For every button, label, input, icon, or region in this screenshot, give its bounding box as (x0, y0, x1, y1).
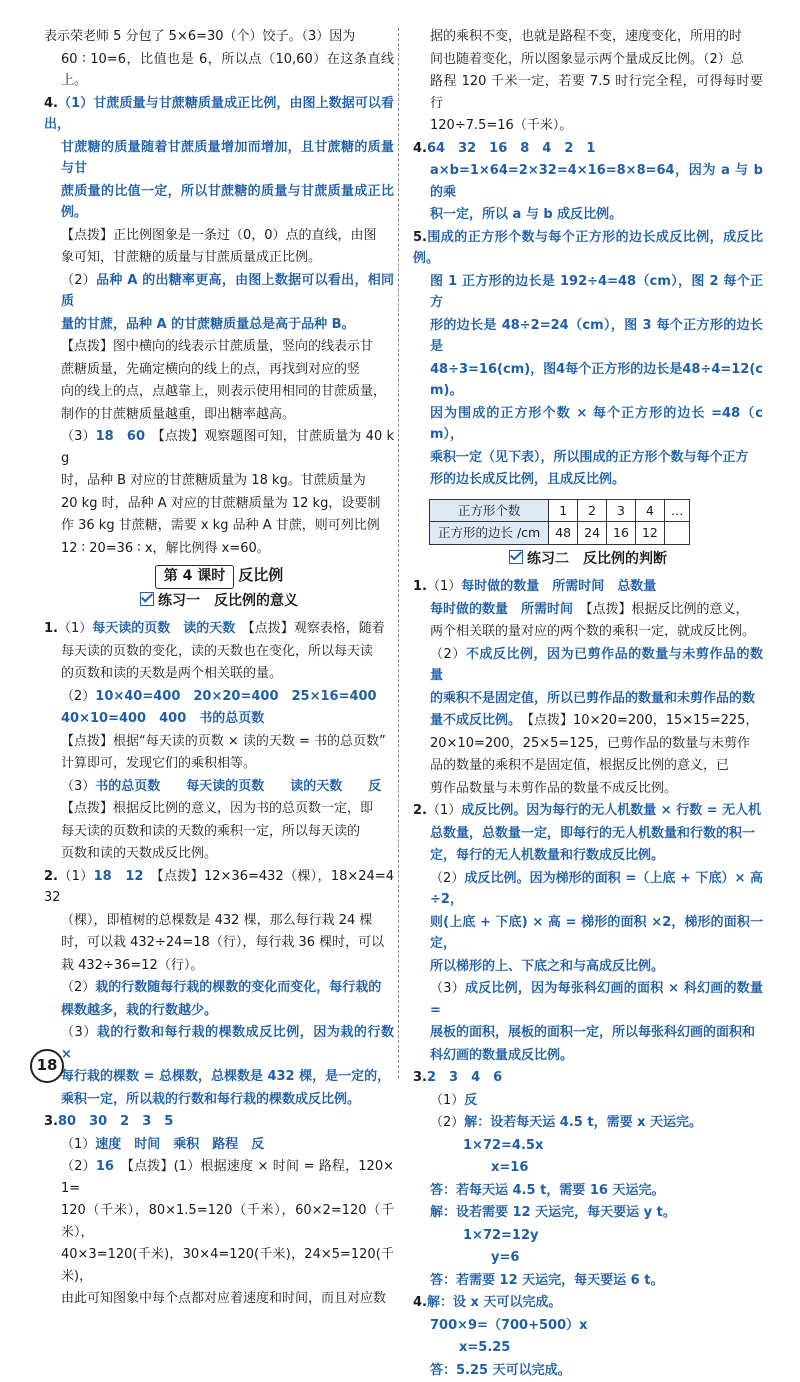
lesson-heading (44, 565, 394, 589)
answer-line: 定，每行的无人机数量和行数成反比例。 (430, 848, 665, 863)
answer-text: 16 (95, 1159, 114, 1174)
answer-text: 64 32 16 8 4 2 1 (426, 140, 596, 156)
practice-heading (413, 549, 763, 571)
tip-line: 制作的甘蔗糖质量越重，即出糖率越高。 (61, 406, 296, 422)
answer-text: 2 3 4 6 (426, 1070, 503, 1085)
answer-text: 解：设若每天运 4.5 t，需要 x 天运完。 (464, 1115, 703, 1130)
text-line: 60 ∶ 10=6，比值也是 6，所以点（10,60）在这条直线上。 (61, 51, 394, 88)
lesson-label: 第 4 课时 (155, 565, 235, 589)
tip-line: 路程 120 千米一定，若要 7.5 时行完全程，可得每时要行 (430, 74, 763, 111)
answer-text: 成反比例。因为每行的无人机数量 × 行数 = 无人机 (461, 803, 762, 818)
square-table (429, 499, 690, 545)
answer-text: 反 (464, 1092, 478, 1108)
tip-line: 120（千米），80×1.5=120（千米），60×2=120（千米）， (61, 1203, 394, 1240)
table-cell: 12 (635, 522, 664, 545)
practice-heading (44, 591, 394, 613)
answer-line (413, 138, 763, 160)
answer-text: 书的总页数 每天读的页数 读的天数 反 (95, 778, 382, 794)
sub-number: （2） (430, 870, 465, 886)
answer-line (413, 710, 763, 732)
tip-text: 【点拨】观察题图可知，甘蔗质量为 40 kg (61, 429, 394, 466)
practice-title: 练习二 反比例的判断 (527, 550, 667, 567)
answer-line (44, 1111, 394, 1133)
answer-line (413, 1067, 763, 1089)
answer-line: 所以梯形的上、下底之和与高成反比例。 (430, 958, 665, 974)
sub-number: （1） (57, 621, 93, 636)
answer-line: a×b=1×64=2×32=4×16=8×8=64，因为 a 与 b 的乘 (430, 163, 763, 200)
answer-line (413, 1090, 763, 1112)
tip-line: 间也随着变化，所以图象显示两个量成反比例。（2）总 (430, 51, 744, 67)
table-cell: 3 (607, 499, 636, 522)
tip-line: 【点拨】图中横向的线表示甘蔗质量，竖向的线表示甘 (61, 339, 374, 354)
answer-line (44, 1156, 394, 1199)
check-icon (140, 592, 154, 606)
answer-text: 每时做的数量 所需时间 (430, 601, 574, 617)
answer-line: 图 1 正方形的边长是 192÷4=48（cm），图 2 每个正方 (430, 273, 763, 310)
answer-line (44, 686, 394, 708)
table-row (430, 522, 690, 545)
answer-text: 10×40=400 20×20=400 25×16=400 (95, 688, 377, 704)
table-cell: 24 (578, 522, 607, 545)
answer-line: 1×72=4.5x (463, 1137, 544, 1153)
tip-line: 栽 432÷36=12（行）。 (61, 957, 204, 973)
tip-line: 【点拨】正比例图象是一条过（0，0）点的直线，由图 (61, 227, 377, 243)
tip-line: 【点拨】根据“每天读的页数 × 读的天数 = 书的总页数” (61, 733, 386, 749)
answer-line: x=5.25 (459, 1340, 511, 1355)
answer-line (413, 227, 763, 270)
answer-line: 棵数越多，栽的行数越少。 (61, 1002, 218, 1018)
sub-number: （1） (426, 803, 462, 818)
answer-line (413, 800, 763, 822)
tip-line: 计算即可，发现它们的乘积相等。 (61, 756, 257, 771)
sub-number: （3） (61, 429, 96, 444)
tip-line: 作 36 kg 甘蔗糖，需要 x kg 品种 A 甘蔗，则可列比例 (61, 518, 380, 533)
answer-line (44, 1134, 394, 1156)
tip-line: 每天读的页数的变化，读的天数也在变化，所以每天读 (61, 643, 374, 659)
tip-line: 40×3=120(千米)，30×4=120(千米)，24×5=120(千米)， (61, 1247, 394, 1284)
answer-text: 不成反比例，因为已剪作品的数量与未剪作品的数量 (430, 646, 763, 683)
question-number: 4. (413, 140, 427, 156)
answer-line: 解：设若需要 12 天运完，每天要运 y t。 (430, 1205, 676, 1220)
tip-line: 蔗糖质量，先确定横向的线上的点，再找到对应的竖 (61, 361, 361, 377)
answer-line: 答：若每天运 4.5 t，需要 16 天运完。 (430, 1182, 665, 1198)
answer-text: 18 12 (93, 868, 144, 884)
tip-line: 20×10=200，25×5=125，已剪作品的数量与未剪作 (430, 735, 751, 751)
answer-line: 700×9=（700+500）x (430, 1317, 588, 1333)
sub-number: （2） (61, 980, 96, 995)
tip-line: 品的数量的乘积不是固定值，根据反比例的意义，已 (430, 758, 730, 773)
table-cell: 16 (607, 522, 636, 545)
answer-line: 量的甘蔗，品种 A 的甘蔗糖质量总是高于品种 B。 (61, 316, 355, 332)
answer-line: 总数量，总数量一定，即每行的无人机数量和行数的积一 (430, 825, 756, 841)
answer-line: 积一定，所以 a 与 b 成反比例。 (430, 207, 623, 222)
tip-line: 时，可以栽 432÷24=18（行），每行栽 36 棵时，可以 (61, 935, 385, 950)
answer-line (44, 977, 394, 999)
question-number: 1. (413, 579, 427, 594)
answer-line (44, 426, 394, 469)
tip-line: 【点拨】根据反比例的意义，因为书的总页数一定，即 (61, 801, 374, 816)
sub-number: （2） (61, 272, 97, 288)
table-cell: … (664, 499, 690, 522)
answer-line: 1×72=12y (463, 1227, 539, 1243)
answer-line: 蔗质量的比值一定，所以甘蔗糖的质量与甘蔗质量成正比例。 (61, 183, 394, 220)
answer-line: 答：若需要 12 天运完，每天要运 6 t。 (430, 1272, 664, 1288)
answer-line (44, 618, 394, 640)
answer-text: 品种 A 的出糖率更高，由图上数据可以看出，相同质 (61, 272, 394, 309)
sub-number: （1） (57, 868, 94, 884)
tip-line: 两个相关联的量对应的两个数的乘积一定，就成反比例。 (430, 624, 756, 639)
question-number: 4. (44, 95, 58, 111)
answer-text: 成反比例，因为每张科幻画的面积 × 科幻画的数量 = (430, 981, 763, 1018)
answer-line (413, 868, 763, 911)
tip-line: 12 ∶ 20=36 ∶ x，解比例得 x=60。 (61, 540, 270, 556)
table-header: 正方形个数 (430, 499, 549, 522)
lesson-name: 反比例 (238, 566, 284, 584)
tip-line: 据的乘积不变，也就是路程不变，速度变化，所用的时 (430, 29, 743, 44)
left-column (44, 26, 394, 1311)
answer-text: 栽的行数随每行栽的棵数的变化而变化，每行栽的 (95, 980, 382, 995)
table-cell: 2 (578, 499, 607, 522)
tip-line: 由此可知图象中每个点都对应着速度和时间，而且对应数 (61, 1291, 387, 1306)
sub-number: （2） (430, 646, 466, 662)
table-header: 正方形的边长 /cm (430, 522, 549, 545)
tip-line: 每天读的页数和读的天数的乘积一定，所以每天读的 (61, 823, 361, 839)
table-cell (664, 522, 690, 545)
column-divider (398, 28, 399, 1078)
tip-line: 向的线上的点，点越靠上，则表示使用相同的甘蔗质量， (61, 384, 387, 399)
table-cell: 4 (635, 499, 664, 522)
answer-text: 80 30 2 3 5 (57, 1114, 174, 1129)
tip-text: 【点拨】12×36=432（棵），18×24=432 (44, 868, 394, 905)
answer-line (44, 270, 394, 313)
answer-line (413, 1292, 763, 1314)
answer-text: 围成的正方形个数与每个正方形的边长成反比例，成反比例。 (413, 229, 763, 266)
answer-line (44, 1022, 394, 1065)
answer-text: （1）甘蔗质量与甘蔗糖质量成正比例，由图上数据可以看出， (44, 95, 394, 132)
check-icon (509, 550, 523, 564)
sub-number: （2） (61, 1159, 96, 1174)
tip-line: 剪作品数量与未剪作品的数量不成反比例。 (430, 780, 678, 796)
table-cell: 1 (549, 499, 578, 522)
answer-line: x=16 (491, 1160, 529, 1175)
answer-line: 答：5.25 天可以完成。 (430, 1362, 571, 1378)
answer-line (413, 1112, 763, 1134)
answer-text: 栽的行数和每行栽的棵数成反比例，因为栽的行数 × (61, 1025, 394, 1062)
answer-line (413, 599, 763, 621)
answer-text: 每时做的数量 所需时间 总数量 (461, 579, 657, 594)
answer-text: 速度 时间 乘积 路程 反 (95, 1136, 265, 1152)
answer-line: 48÷3=16(cm)，图4每个正方形的边长是48÷4=12(cm)。 (430, 361, 763, 398)
page-number: 18 (30, 1049, 64, 1083)
question-number: 3. (44, 1114, 58, 1129)
tip-text: 【点拨】根据反比例的意义， (586, 601, 749, 617)
question-number: 2. (413, 803, 427, 818)
answer-line: y=6 (491, 1250, 520, 1265)
question-number: 5. (413, 229, 427, 245)
sub-number: （1） (430, 1092, 465, 1108)
answer-line: 甘蔗糖的质量随着甘蔗质量增加而增加，且甘蔗糖的质量与甘 (61, 139, 394, 176)
tip-line: （棵），即植树的总棵数是 432 棵，那么每行栽 24 棵 (61, 912, 373, 928)
table-row (430, 499, 690, 522)
tip-line: 的页数和读的天数是两个相关联的量。 (61, 666, 283, 681)
sub-number: （1） (426, 579, 462, 594)
question-number: 3. (413, 1070, 427, 1085)
table-cell: 48 (549, 522, 578, 545)
tip-line: 时，品种 B 对应的甘蔗糖质量为 18 kg。甘蔗质量为 (61, 473, 366, 488)
answer-text: 18 60 (95, 429, 145, 444)
tip-line: 20 kg 时，品种 A 对应的甘蔗糖质量为 12 kg，设要制 (61, 495, 381, 511)
answer-line: 因为围成的正方形个数 × 每个正方形的边长 =48（cm）， (430, 405, 763, 442)
question-number: 4. (413, 1295, 427, 1310)
sub-number: （2） (61, 688, 96, 704)
question-number: 1. (44, 621, 58, 636)
answer-line: 乘积一定，所以栽的行数和每行栽的棵数成反比例。 (61, 1091, 361, 1107)
tip-text: 【点拨】10×20=200，15×15=225， (527, 713, 759, 728)
answer-text: 量不成反比例。 (430, 713, 515, 728)
answer-line (44, 866, 394, 909)
sub-number: （2） (430, 1115, 465, 1130)
sub-number: （1） (61, 1136, 96, 1152)
right-column (413, 26, 763, 1382)
answer-text: 每天读的页数 读的天数 (92, 621, 236, 636)
answer-text: 成反比例。因为梯形的面积 =（上底 + 下底）× 高 ÷2， (430, 870, 763, 907)
answer-line: 则(上底 + 下底) × 高 = 梯形的面积 ×2，梯形的面积一定， (430, 914, 763, 951)
answer-line: 展板的面积，展板的面积一定，所以每张科幻画的面积和 (430, 1025, 756, 1040)
answer-line: 的乘积不是固定值，所以已剪作品的数量和未剪作品的数 (430, 690, 756, 706)
tip-text: 【点拨】观察表格，随着 (248, 621, 385, 636)
sub-number: （3） (430, 981, 465, 996)
answer-line (413, 644, 763, 687)
answer-line: 乘积一定（见下表），所以围成的正方形个数与每个正方 (430, 449, 749, 465)
sub-number: （3） (61, 1025, 97, 1040)
tip-line: 象可知，甘蔗糖的质量与甘蔗质量成正比例。 (61, 250, 322, 265)
answer-line: 每行栽的棵数 = 总棵数，总棵数是 432 棵，是一定的， (61, 1069, 391, 1084)
text-line: 表示荣老师 5 分包了 5×6=30（个）饺子。（3）因为 (44, 29, 356, 44)
answer-line: 形的边长成反比例，且成反比例。 (430, 472, 626, 487)
answer-line (44, 93, 394, 136)
question-number: 2. (44, 868, 58, 884)
answer-line (413, 978, 763, 1021)
answer-line: 科幻画的数量成反比例。 (430, 1047, 574, 1063)
sub-number: （3） (61, 778, 96, 794)
answer-line (413, 576, 763, 598)
answer-line (44, 776, 394, 798)
answer-line: 形的边长是 48÷2=24（cm），图 3 每个正方形的边长是 (430, 317, 763, 354)
tip-line: 页数和读的天数成反比例。 (61, 846, 218, 861)
answer-line: 40×10=400 400 书的总页数 (61, 711, 265, 726)
tip-line: 120÷7.5=16（千米）。 (430, 118, 573, 133)
answer-text: 解：设 x 天可以完成。 (426, 1295, 562, 1310)
tip-text: 【点拨】(1）根据速度 × 时间 = 路程，120×1= (61, 1159, 394, 1196)
practice-title: 练习一 反比例的意义 (158, 592, 298, 609)
